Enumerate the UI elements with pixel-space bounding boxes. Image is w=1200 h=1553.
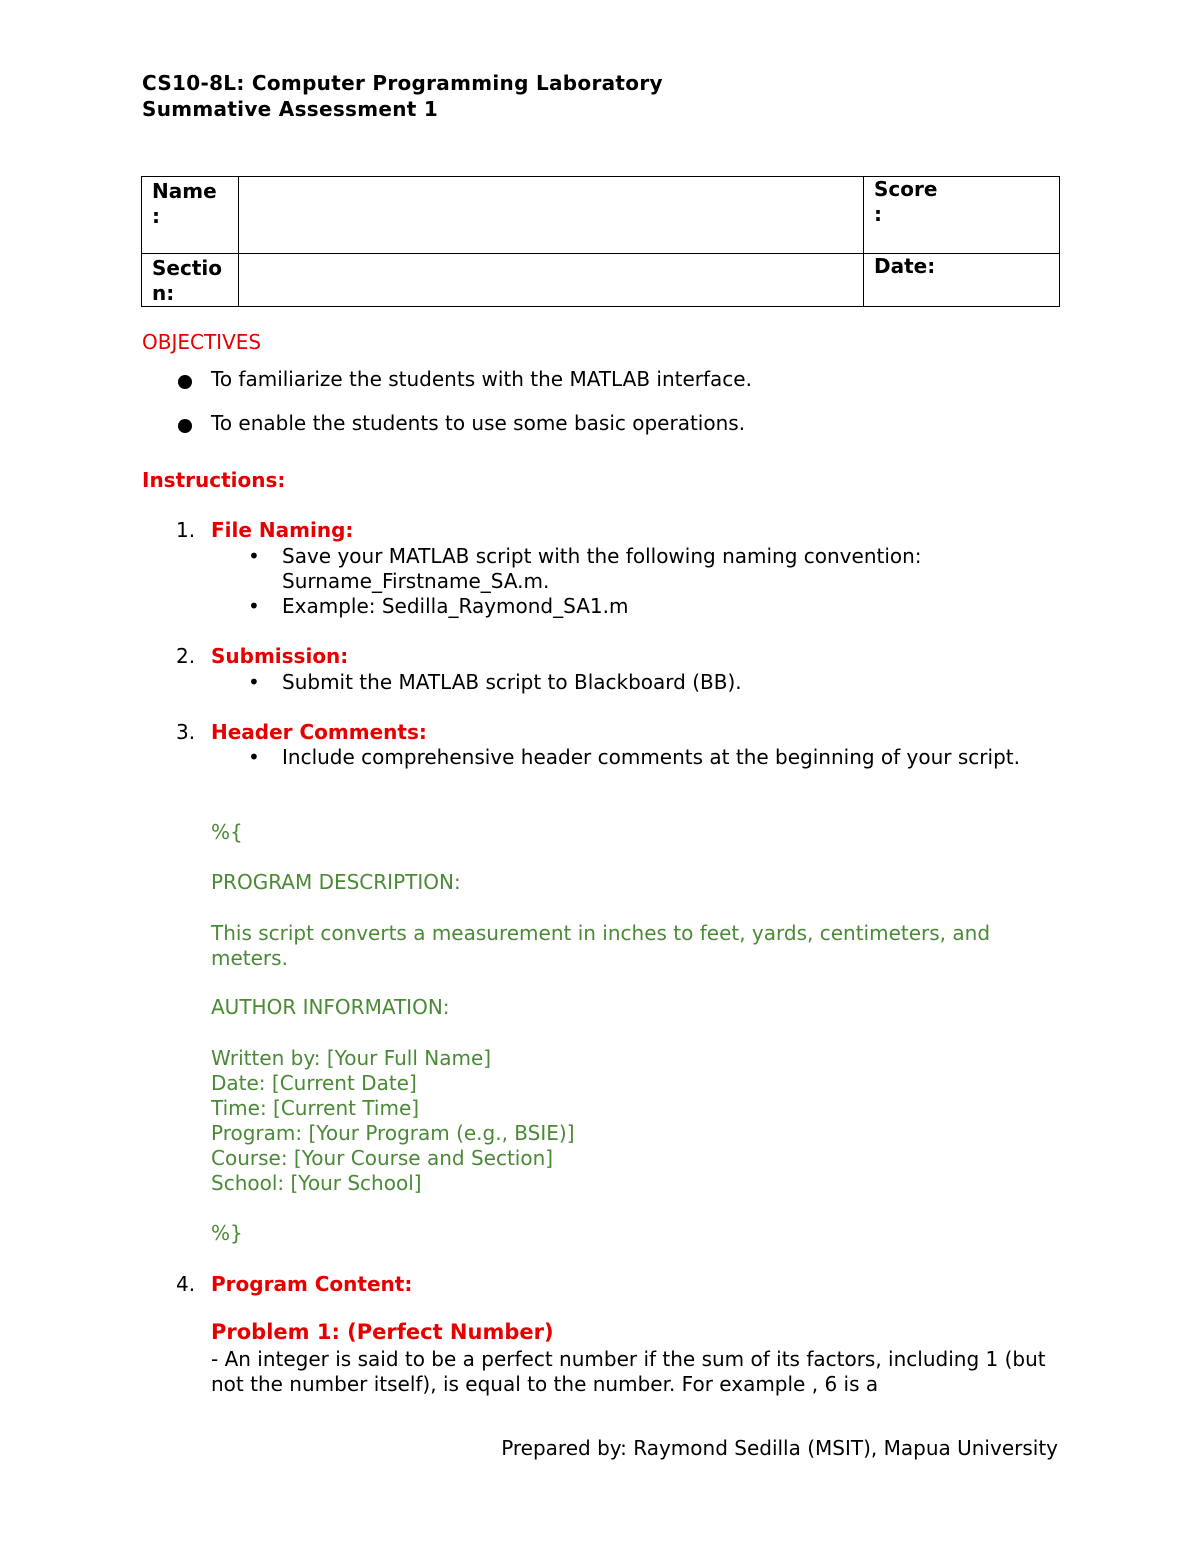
- objective-item: To familiarize the students with the MATLAB interface.: [211, 367, 752, 392]
- comment-close: %}: [211, 1221, 243, 1245]
- bullet-icon: •: [248, 670, 260, 694]
- comment-open: %{: [211, 820, 243, 844]
- section-title-header-comments: Header Comments:: [211, 720, 427, 744]
- bullet-icon: [178, 375, 192, 389]
- problem-title: Problem 1: (Perfect Number): [211, 1320, 554, 1344]
- name-label: Name :: [142, 177, 239, 254]
- bullet-icon: •: [248, 745, 260, 769]
- program-description-label: PROGRAM DESCRIPTION:: [211, 870, 461, 894]
- bullet-icon: •: [248, 594, 260, 618]
- objectives-heading: OBJECTIVES: [142, 330, 262, 354]
- section-number: 1.: [176, 518, 196, 542]
- author-information-label: AUTHOR INFORMATION:: [211, 995, 450, 1019]
- date-label: Date:: [874, 254, 936, 278]
- list-item: • Save your MATLAB script with the following naming convention: Surname_Firstname_SA.m.: [248, 544, 922, 593]
- section-number: 4.: [176, 1272, 196, 1296]
- list-item: • Submit the MATLAB script to Blackboard (BB).: [248, 670, 742, 694]
- list-item: • Example: Sedilla_Raymond_SA1.m: [248, 594, 629, 618]
- footer-prepared-by: Prepared by: Raymond Sedilla (MSIT), Mapua University: [501, 1436, 1058, 1460]
- instructions-heading: Instructions:: [142, 468, 286, 492]
- author-line: Course: [Your Course and Section]: [211, 1146, 554, 1170]
- author-line: Written by: [Your Full Name]: [211, 1046, 492, 1070]
- name-field[interactable]: [239, 177, 864, 254]
- list-item: • Include comprehensive header comments at the beginning of your script.: [248, 745, 1020, 769]
- section-title-program-content: Program Content:: [211, 1272, 413, 1296]
- problem-text: - An integer is said to be a perfect number if the sum of its factors, including 1 (but not the number itself), is equal to the number. For example , 6 is a: [211, 1347, 1046, 1396]
- section-label: Section:: [142, 254, 239, 307]
- course-title: CS10-8L: Computer Programming Laboratory: [142, 71, 663, 95]
- bullet-icon: •: [248, 544, 260, 568]
- section-title-submission: Submission:: [211, 644, 349, 668]
- section-field[interactable]: [239, 254, 864, 307]
- section-number: 3.: [176, 720, 196, 744]
- date-field[interactable]: [864, 254, 1060, 307]
- section-title-file-naming: File Naming:: [211, 518, 354, 542]
- author-line: School: [Your School]: [211, 1171, 422, 1195]
- author-line: Time: [Current Time]: [211, 1096, 420, 1120]
- assessment-title: Summative Assessment 1: [142, 97, 439, 121]
- author-line: Date: [Current Date]: [211, 1071, 417, 1095]
- program-description: This script converts a measurement in inches to feet, yards, centimeters, and meters.: [211, 921, 991, 970]
- section-number: 2.: [176, 644, 196, 668]
- score-label: Score :: [874, 177, 938, 226]
- bullet-icon: [178, 419, 192, 433]
- author-line: Program: [Your Program (e.g., BSIE)]: [211, 1121, 575, 1145]
- score-field[interactable]: [864, 177, 1060, 254]
- student-info-table: [141, 176, 1060, 307]
- document-header: [142, 70, 663, 122]
- objective-item: To enable the students to use some basic operations.: [211, 411, 745, 436]
